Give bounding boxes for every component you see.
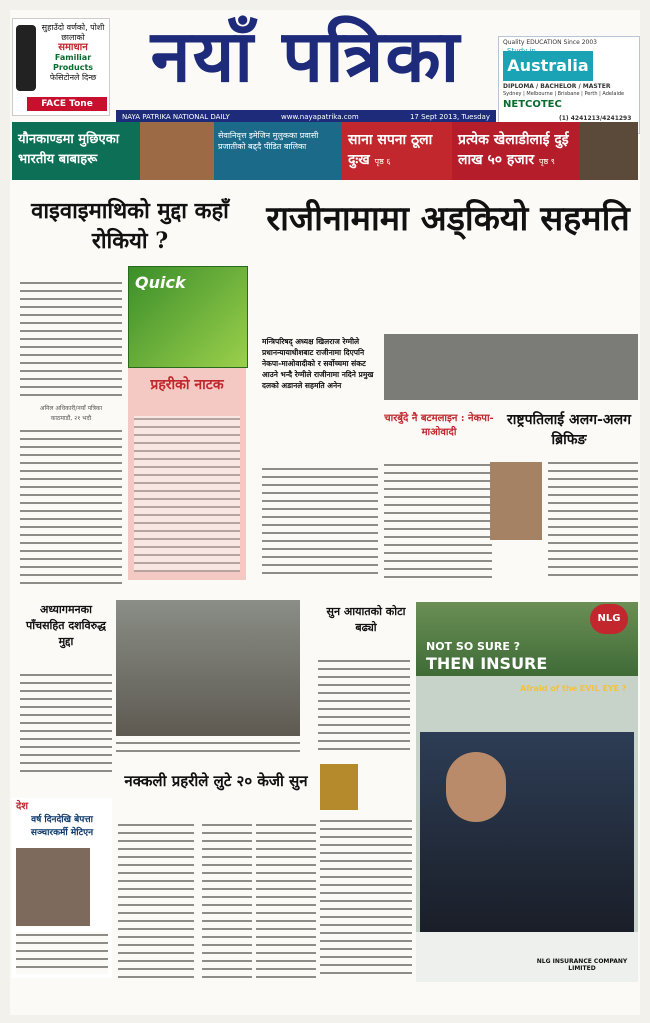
article-text bbox=[118, 822, 194, 980]
police-photo bbox=[116, 600, 300, 736]
promo-page: पृष्ठ ६ bbox=[374, 157, 391, 166]
headline-drama[interactable]: प्रहरीको नाटक bbox=[150, 377, 224, 393]
nlg-logo: NLG bbox=[590, 604, 628, 634]
quick-noodle-ad: Quick bbox=[128, 266, 248, 368]
face-tone-ad bbox=[12, 18, 110, 116]
promo-item[interactable] bbox=[452, 122, 580, 180]
product-bottle bbox=[16, 25, 36, 91]
article-text bbox=[20, 280, 122, 398]
ad-company: NLG INSURANCE COMPANY LIMITED bbox=[536, 958, 628, 972]
paper-name: NAYA PATRIKA NATIONAL DAILY bbox=[122, 113, 230, 121]
desh-box bbox=[12, 798, 112, 978]
ad-text: फेसिटोनले दिन्छ bbox=[49, 73, 97, 82]
main-lead: मन्त्रिपरिषद् अध्यक्ष खिलराज रेग्मीले प्रधानन्यायाधीशबाट राजीनामा दिएपनि नेकपा-माओवादीको र सर्वोच्चमा संकट आउने भन्दै रेग्मीले राजीनामा नदिने प्रमुख दलको अडानले सहमति अनेन bbox=[262, 337, 374, 390]
ad-line: THEN INSURE bbox=[426, 654, 548, 673]
leaders-photo bbox=[384, 334, 638, 400]
section-label: देश bbox=[16, 801, 29, 812]
article-text bbox=[320, 818, 412, 980]
promo-text: साना सपना ठूला दुःख bbox=[348, 132, 433, 168]
ad-text: सुहाउँदो वर्णको, पोशी छालाको bbox=[41, 23, 105, 42]
article-text bbox=[134, 416, 240, 572]
face-tone-label: FACE Tone bbox=[27, 97, 107, 111]
australia-ad bbox=[498, 36, 640, 134]
masthead-title: नयाँ पत्रिका bbox=[150, 13, 462, 98]
promo-photo bbox=[140, 122, 214, 180]
article-text bbox=[202, 822, 252, 980]
ad-cities: Sydney | Melbourne | Brisbane | Perth | Adelaide bbox=[503, 91, 625, 97]
article-text bbox=[20, 672, 112, 772]
promo-page: पृष्ठ ९ bbox=[538, 157, 555, 166]
article-text bbox=[318, 658, 410, 754]
ad-footer bbox=[416, 932, 638, 982]
article-text bbox=[20, 428, 122, 586]
promo-strip bbox=[12, 122, 638, 180]
headline-chaar[interactable]: चारबुँदे नै बटमलाइन : नेकपा-माओवादी bbox=[384, 413, 494, 438]
headline-gold-quota[interactable]: सुन आयातको कोटा बढ्यो bbox=[326, 605, 406, 634]
ad-country: Australia bbox=[503, 51, 593, 81]
ad-line: NOT SO SURE ? bbox=[426, 640, 521, 653]
dateline: काठमाडौं, २१ भदौ bbox=[50, 415, 92, 422]
promo-item[interactable] bbox=[342, 122, 452, 180]
website: www.nayapatrika.com bbox=[281, 113, 359, 121]
promo-photo bbox=[580, 122, 638, 180]
headline-desh[interactable]: वर्ष दिनदेखि बेपत्ता सञ्चारकर्मी मेटिएन bbox=[30, 815, 94, 838]
headline-anderson[interactable]: अध्यागमनका पाँचसहित दशविरुद्ध मुद्दा bbox=[26, 603, 106, 648]
promo-item[interactable]: यौनकाण्डमा मुछिएका भारतीय बाबाहरू bbox=[12, 122, 140, 180]
ad-tagline: Quality EDUCATION Since 2003 bbox=[503, 39, 597, 46]
promo-text: प्रत्येक खेलाडीलाई दुई लाख ५० हजार bbox=[458, 132, 569, 168]
article-text bbox=[548, 460, 638, 580]
headline-main[interactable]: राजीनामामा अड्कियो सहमति bbox=[266, 199, 630, 239]
ad-company: NETCOTEC bbox=[503, 99, 562, 110]
article-text bbox=[16, 932, 108, 974]
headline-wifi[interactable]: वाइवाइमाथिको मुद्दा कहाँ रोकियो ? bbox=[31, 198, 229, 254]
ad-brand: Familiar Products bbox=[52, 53, 94, 72]
ad-courses: DIPLOMA / BACHELOR / MASTER bbox=[503, 83, 611, 90]
article-text bbox=[262, 466, 378, 578]
missing-journalist-photo bbox=[16, 848, 90, 926]
ad-text: समाधान bbox=[58, 42, 88, 53]
ad-phone: (1) 4241213/4241293 bbox=[559, 115, 632, 122]
article-text bbox=[256, 822, 316, 980]
ad-line: Afraid of the EVIL EYE ? bbox=[520, 684, 627, 693]
driver-face bbox=[446, 752, 506, 822]
gold-photo bbox=[320, 764, 358, 810]
byline: अनिल अधिकारी/नयाँ पत्रिका bbox=[39, 405, 103, 412]
president-photo bbox=[490, 462, 542, 540]
promo-item[interactable]: सेवानिवृत्त इमेजिन मुलुकका प्रवासी प्रजातीको बढ्दै पीडित बालिका bbox=[214, 122, 342, 180]
headline-fake-police[interactable]: नक्कली प्रहरीले लुटे २० केजी सुन bbox=[124, 772, 308, 790]
photo-caption bbox=[116, 740, 300, 758]
issue-date: 17 Sept 2013, Tuesday bbox=[409, 113, 490, 121]
article-text bbox=[384, 462, 492, 580]
nlg-insurance-ad bbox=[416, 602, 638, 982]
drama-box bbox=[128, 368, 246, 580]
headline-president[interactable]: राष्ट्रपतिलाई अलग-अलग ब्रिफिङ bbox=[507, 412, 631, 448]
